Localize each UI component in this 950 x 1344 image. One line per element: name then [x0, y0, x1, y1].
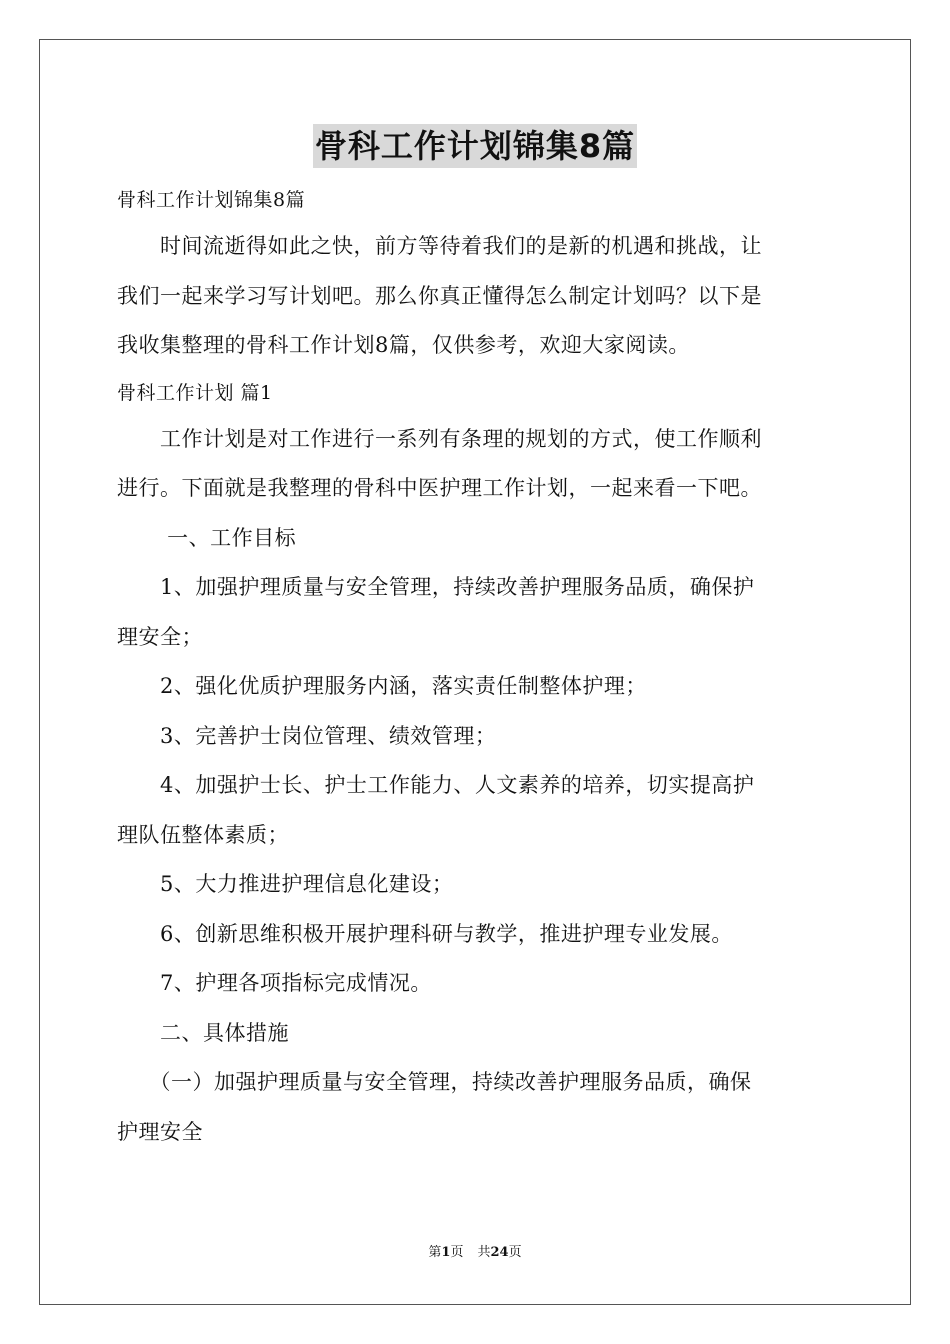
body-line: 4、加强护士长、护士工作能力、人文素养的培养，切实提高护 — [117, 773, 755, 797]
page-current: 1 — [441, 1245, 451, 1260]
body-line: 工作计划是对工作进行一系列有条理的规划的方式，使工作顺利 — [117, 426, 762, 451]
body-line: （一）加强护理质量与安全管理，持续改善护理服务品质，确保 — [117, 1070, 752, 1094]
body-line: 我们一起来学习写计划吧。那么你真正懂得怎么制定计划吗？以下是 — [117, 283, 762, 308]
body-line: 1、加强护理质量与安全管理，持续改善护理服务品质，确保护 — [117, 575, 755, 599]
document-body — [117, 178, 833, 1157]
body-line: 3、完善护士岗位管理、绩效管理； — [117, 723, 497, 748]
title-container — [0, 124, 950, 168]
page-suffix: 页 — [450, 1245, 464, 1260]
body-line: 时间流逝得如此之快，前方等待着我们的是新的机遇和挑战，让 — [117, 234, 762, 258]
body-line: 一、工作目标 — [117, 525, 297, 550]
body-line: 7、护理各项指标完成情况。 — [117, 971, 432, 995]
page-prefix: 第 — [428, 1245, 442, 1260]
body-line: 6、创新思维积极开展护理科研与教学，推进护理专业发展。 — [117, 921, 733, 946]
body-line: 护理安全 — [117, 1119, 203, 1144]
body-line: 理安全； — [117, 624, 203, 649]
page-footer — [0, 1244, 950, 1262]
body-line: 2、强化优质护理服务内涵，落实责任制整体护理； — [117, 674, 647, 698]
body-line: 骨科工作计划锦集8篇 — [117, 189, 306, 211]
body-line: 进行。下面就是我整理的骨科中医护理工作计划，一起来看一下吧。 — [117, 476, 762, 500]
body-line: 我收集整理的骨科工作计划8篇，仅供参考，欢迎大家阅读。 — [117, 333, 690, 357]
body-line: 理队伍整体素质； — [117, 822, 289, 847]
body-line: 二、具体措施 — [117, 1020, 289, 1045]
section-heading: 骨科工作计划 篇1 — [117, 381, 273, 404]
page-total: 24 — [490, 1245, 509, 1260]
body-line: 5、大力推进护理信息化建设； — [117, 872, 454, 896]
document-title: 骨科工作计划锦集8篇 — [313, 124, 637, 168]
total-suffix: 页 — [508, 1245, 522, 1260]
total-prefix: 共 — [477, 1245, 491, 1260]
